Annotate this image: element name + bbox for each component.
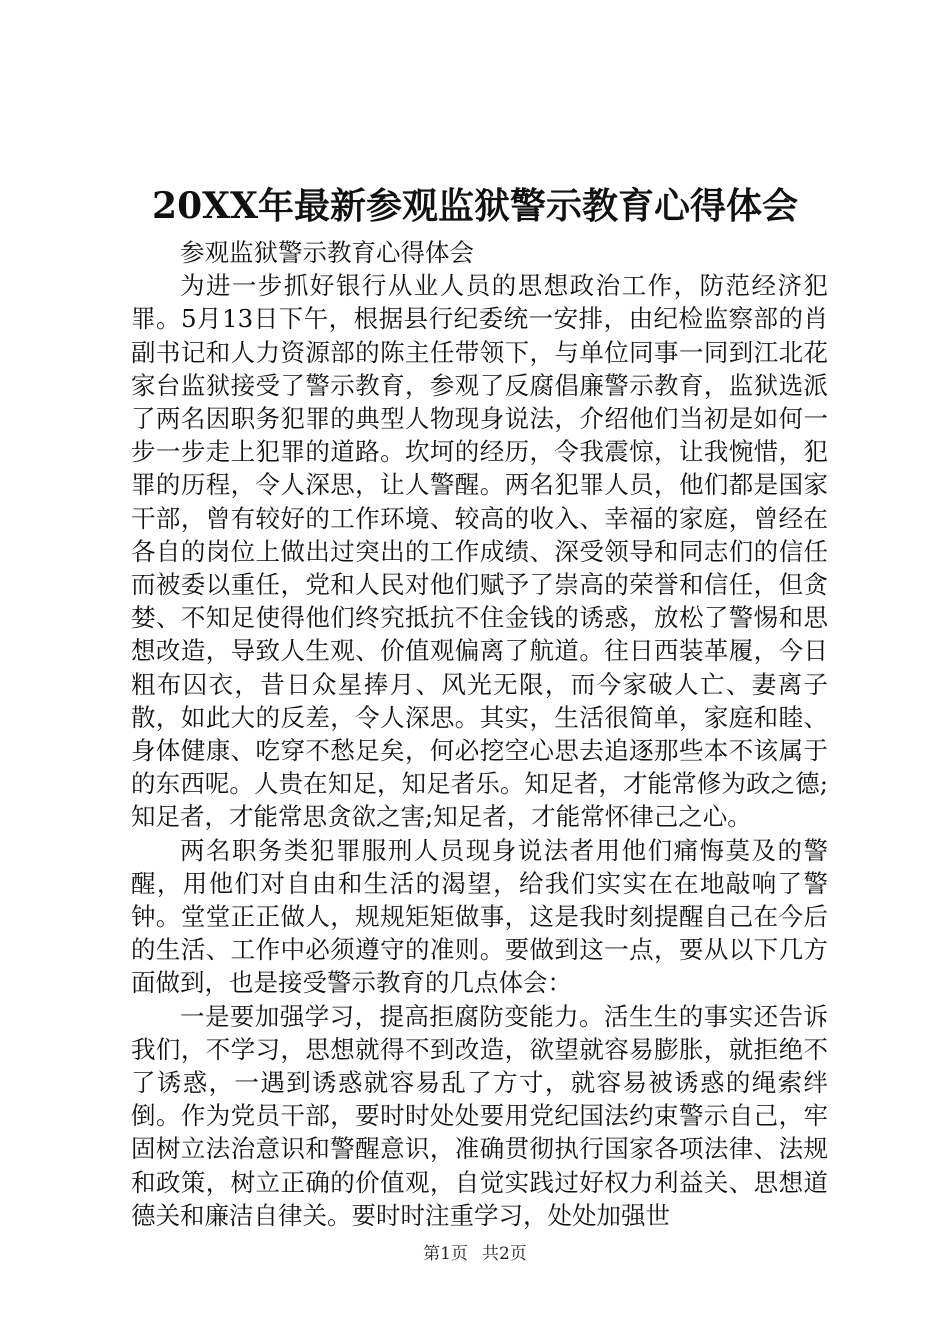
page-number-current: 第1页	[423, 1244, 468, 1264]
body-paragraph: 一是要加强学习，提高拒腐防变能力。活生生的事实还告诉我们，不学习，思想就得不到改造，欲望就容易膨胀，就拒绝不了诱惑，一遇到诱惑就容易乱了方寸，就容易被诱惑的绳索绊倒。作为党员干部，要时时处处要用党纪国法约束警示自己，牢固树立法治意识和警醒意识，准确贯彻执行国家各项法律、法规和政策，树立正确的价值观，自觉实践过好权力利益关、思想道德关和廉洁自律关。要时时注重学习，处处加强世	[131, 1001, 828, 1230]
page-number-total: 共2页	[482, 1244, 527, 1264]
page-footer	[0, 1243, 950, 1265]
body-paragraph: 两名职务类犯罪服刑人员现身说法者用他们痛悔莫及的警醒，用他们对自由和生活的渴望，给我们实实在在地敲响了警钟。堂堂正正做人，规规矩矩做事，这是我时刻提醒自己在今后的生活、工作中必须遵守的准则。要做到这一点，要从以下几方面做到，也是接受警示教育的几点体会：	[131, 835, 828, 998]
document-subtitle-paragraph: 参观监狱警示教育心得体会	[180, 238, 474, 267]
body-paragraph: 为进一步抓好银行从业人员的思想政治工作，防范经济犯罪。5月13日下午，根据县行纪委统一安排，由纪检监察部的肖副书记和人力资源部的陈主任带领下，与单位同事一同到江北花家台监狱接受了警示教育，参观了反腐倡廉警示教育，监狱选派了两名因职务犯罪的典型人物现身说法，介绍他们当初是如何一步一步走上犯罪的道路。坎坷的经历，令我震惊，让我惋惜，犯罪的历程，令人深思，让人警醒。两名犯罪人员，他们都是国家干部，曾有较好的工作环境、较高的收入、幸福的家庭，曾经在各自的岗位上做出过突出的工作成绩、深受领导和同志们的信任而被委以重任，党和人民对他们赋予了崇高的荣誉和信任，但贪婪、不知足使得他们终究抵抗不住金钱的诱惑，放松了警惕和思想改造，导致人生观、价值观偏离了航道。往日西装革履，今日粗布囚衣，昔日众星捧月、风光无限，而今家破人亡、妻离子散，如此大的反差，令人深思。其实，生活很简单，家庭和睦、身体健康、吃穿不愁足矣，何必挖空心思去追逐那些本不该属于的东西呢。人贵在知足，知足者乐。知足者，才能常修为政之德;知足者，才能常思贪欲之害;知足者，才能常怀律己之心。	[131, 271, 828, 832]
document-body	[131, 236, 828, 1232]
document-title: 20XX年最新参观监狱警示教育心得体会	[152, 185, 798, 227]
